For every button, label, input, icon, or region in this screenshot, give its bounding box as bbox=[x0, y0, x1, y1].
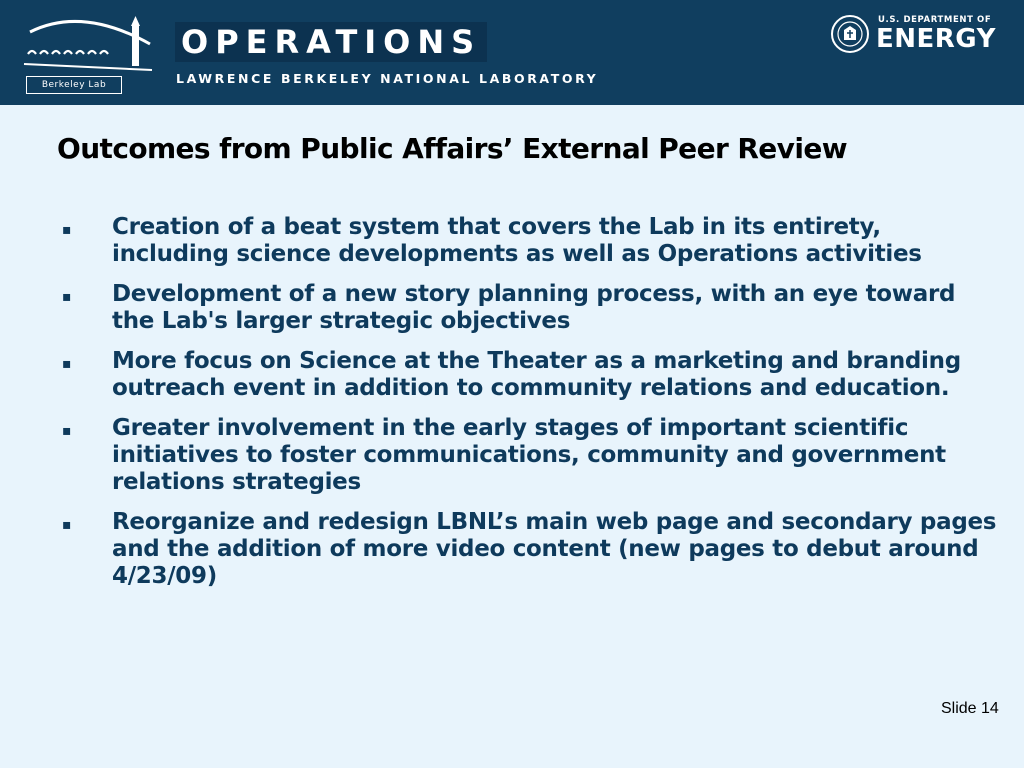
list-item bbox=[60, 348, 1000, 402]
list-item bbox=[60, 214, 1000, 268]
square-bullet-icon: ▪ bbox=[62, 289, 72, 305]
square-bullet-icon: ▪ bbox=[62, 423, 72, 439]
doe-seal-icon bbox=[830, 14, 870, 54]
list-item bbox=[60, 509, 1000, 590]
bullet-text: Reorganize and redesign LBNL’s main web page and secondary pages and the addition of more video content (new pages to debut around 4/23/09) bbox=[112, 509, 997, 589]
doe-label-energy: ENERGY bbox=[876, 24, 996, 54]
berkeley-lab-logo bbox=[22, 14, 156, 94]
bullet-text: Creation of a beat system that covers the Lab in its entirety, including science developments as well as Operations activities bbox=[112, 214, 922, 267]
bullet-text: More focus on Science at the Theater as a marketing and branding outreach event in addition to community relations and education. bbox=[112, 348, 961, 401]
square-bullet-icon: ▪ bbox=[62, 356, 72, 372]
slide-number: Slide 14 bbox=[941, 700, 999, 717]
header-banner bbox=[0, 0, 1024, 105]
bullet-list bbox=[60, 214, 1000, 603]
doe-label-top: U.S. DEPARTMENT OF bbox=[878, 15, 992, 25]
bullet-text: Greater involvement in the early stages of important scientific initiatives to foster communications, community and government relations strategies bbox=[112, 415, 946, 495]
list-item bbox=[60, 415, 1000, 496]
lab-logo-text: Berkeley Lab bbox=[26, 76, 122, 94]
slide-title: Outcomes from Public Affairs’ External Peer Review bbox=[57, 132, 847, 165]
list-item bbox=[60, 281, 1000, 335]
lab-subtitle: LAWRENCE BERKELEY NATIONAL LABORATORY bbox=[176, 71, 599, 86]
square-bullet-icon: ▪ bbox=[62, 517, 72, 533]
bullet-text: Development of a new story planning process, with an eye toward the Lab's larger strategic objectives bbox=[112, 281, 956, 334]
square-bullet-icon: ▪ bbox=[62, 222, 72, 238]
operations-title: OPERATIONS bbox=[175, 22, 487, 62]
